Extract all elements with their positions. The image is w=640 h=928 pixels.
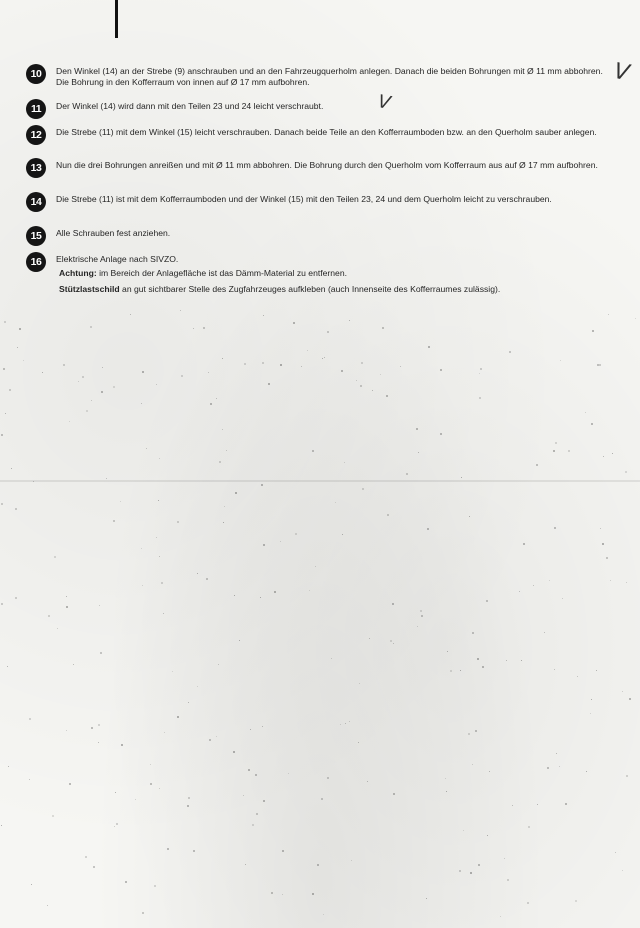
- paper-speck: [66, 606, 68, 608]
- step-number-badge: 11: [26, 99, 46, 119]
- paper-speck: [544, 632, 545, 633]
- paper-speck: [345, 723, 346, 724]
- paper-speck: [417, 626, 418, 627]
- paper-speck: [197, 686, 198, 687]
- paper-speck: [78, 381, 79, 382]
- paper-speck: [506, 660, 507, 661]
- paper-speck: [450, 670, 452, 672]
- paper-speck: [480, 368, 482, 370]
- paper-speck: [344, 462, 345, 463]
- step-13: [26, 160, 616, 178]
- paper-speck: [29, 718, 31, 720]
- achtung-label: Achtung:: [59, 268, 97, 278]
- paper-speck: [420, 610, 422, 612]
- paper-speck: [268, 383, 270, 385]
- paper-speck: [142, 585, 143, 586]
- step-15: [26, 228, 616, 246]
- paper-speck: [156, 537, 157, 538]
- paper-speck: [181, 375, 183, 377]
- paper-speck: [479, 397, 481, 399]
- step-12: [26, 127, 616, 145]
- paper-speck: [380, 374, 381, 375]
- paper-speck: [312, 450, 314, 452]
- paper-speck: [167, 848, 169, 850]
- paper-speck: [562, 598, 563, 599]
- paper-speck: [113, 520, 115, 522]
- step-14: [26, 194, 616, 212]
- paper-speck: [596, 670, 597, 671]
- paper-speck: [98, 742, 99, 743]
- paper-speck: [159, 556, 160, 557]
- paper-speck: [150, 764, 151, 765]
- paper-speck: [528, 826, 530, 828]
- paper-speck: [216, 736, 217, 737]
- paper-speck: [312, 893, 314, 895]
- paper-speck: [135, 799, 136, 800]
- paper-speck: [362, 488, 364, 490]
- paper-speck: [301, 366, 302, 367]
- paper-speck: [390, 640, 392, 642]
- paper-speck: [180, 310, 181, 311]
- paper-speck: [519, 591, 520, 592]
- paper-speck: [393, 793, 395, 795]
- paper-speck: [288, 773, 289, 774]
- paper-speck: [427, 528, 429, 530]
- paper-speck: [629, 698, 631, 700]
- paper-speck: [255, 774, 257, 776]
- step-text: Alle Schrauben fest anziehen.: [56, 228, 171, 238]
- paper-speck: [23, 360, 24, 361]
- paper-speck: [472, 632, 474, 634]
- paper-speck: [252, 824, 254, 826]
- paper-speck: [612, 453, 613, 454]
- paper-speck: [1, 434, 3, 436]
- paper-speck: [331, 658, 332, 659]
- pen-stroke-mark: [115, 0, 118, 38]
- paper-speck: [341, 370, 343, 372]
- paper-speck: [91, 400, 92, 401]
- paper-speck: [369, 638, 370, 639]
- paper-speck: [356, 380, 357, 381]
- paper-speck: [159, 788, 160, 789]
- paper-speck: [102, 367, 103, 368]
- paper-speck: [280, 541, 281, 542]
- paper-speck: [600, 528, 601, 529]
- paper-speck: [610, 580, 611, 581]
- paper-speck: [615, 852, 616, 853]
- paper-speck: [222, 429, 223, 430]
- paper-speck: [323, 914, 324, 915]
- paper-speck: [260, 597, 261, 598]
- paper-speck: [470, 872, 472, 874]
- paper-speck: [568, 450, 570, 452]
- paper-speck: [219, 461, 221, 463]
- paper-speck: [164, 732, 165, 733]
- paper-speck: [547, 767, 549, 769]
- paper-speck: [244, 363, 246, 365]
- paper-speck: [263, 800, 265, 802]
- paper-speck: [9, 389, 11, 391]
- paper-speck: [590, 713, 591, 714]
- paper-speck: [468, 733, 470, 735]
- paper-speck: [216, 398, 217, 399]
- paper-speck: [224, 506, 225, 507]
- paper-speck: [142, 371, 144, 373]
- paper-speck: [603, 456, 604, 457]
- paper-speck: [555, 442, 557, 444]
- paper-speck: [172, 671, 173, 672]
- paper-speck: [342, 534, 343, 535]
- paper-speck: [141, 403, 142, 404]
- paper-speck: [359, 683, 360, 684]
- paper-speck: [340, 724, 341, 725]
- paper-speck: [66, 596, 67, 597]
- paper-speck: [592, 330, 594, 332]
- paper-speck: [478, 864, 480, 866]
- step-text: Nun die drei Bohrungen anreißen und mit Ø 11 mm abbohren. Die Bohrung durch den Querholm vom Kofferraum aus auf Ø 17 mm aufbohren.: [56, 160, 598, 170]
- paper-speck: [250, 729, 251, 730]
- paper-speck: [7, 666, 8, 667]
- paper-speck: [193, 328, 194, 329]
- paper-speck: [386, 395, 388, 397]
- paper-speck: [527, 902, 529, 904]
- paper-speck: [233, 751, 235, 753]
- paper-speck: [349, 320, 350, 321]
- paper-speck: [113, 386, 115, 388]
- paper-speck: [69, 421, 70, 422]
- paper-speck: [188, 702, 189, 703]
- paper-speck: [125, 881, 127, 883]
- paper-speck: [130, 314, 131, 315]
- paper-speck: [327, 777, 329, 779]
- paper-speck: [560, 360, 561, 361]
- paper-speck: [387, 514, 389, 516]
- step-10: [26, 66, 616, 87]
- paper-speck: [4, 321, 6, 323]
- paper-speck: [536, 464, 538, 466]
- paper-speck: [154, 885, 156, 887]
- achtung-text: im Bereich der Anlagefläche ist das Dämm-Material zu entfernen.: [96, 268, 348, 278]
- paper-speck: [115, 792, 116, 793]
- paper-speck: [146, 448, 147, 449]
- paper-speck: [565, 803, 567, 805]
- paper-speck: [586, 771, 587, 772]
- step-number-badge: 13: [26, 158, 46, 178]
- paper-speck: [206, 578, 208, 580]
- step-number-badge: 14: [26, 192, 46, 212]
- paper-speck: [203, 327, 205, 329]
- paper-speck: [608, 314, 609, 315]
- paper-speck: [597, 364, 599, 366]
- paper-speck: [469, 516, 470, 517]
- paper-speck: [440, 369, 442, 371]
- paper-speck: [295, 533, 297, 535]
- paper-speck: [93, 866, 95, 868]
- paper-speck: [54, 556, 56, 558]
- paper-speck: [3, 368, 5, 370]
- paper-speck: [197, 573, 198, 574]
- paper-speck: [243, 795, 244, 796]
- paper-speck: [351, 860, 352, 861]
- stuetzlast-label: Stützlastschild: [59, 284, 120, 294]
- paper-speck: [226, 450, 227, 451]
- paper-speck: [360, 385, 362, 387]
- paper-speck: [554, 527, 556, 529]
- paper-speck: [177, 521, 179, 523]
- paper-speck: [475, 730, 477, 732]
- paper-speck: [537, 804, 538, 805]
- paper-speck: [349, 721, 350, 722]
- paper-speck: [262, 362, 264, 364]
- paper-speck: [622, 691, 623, 692]
- paper-speck: [1, 825, 2, 826]
- paper-speck: [460, 670, 461, 671]
- paper-speck: [553, 450, 555, 452]
- paper-speck: [322, 358, 323, 359]
- paper-speck: [1, 603, 3, 605]
- paper-speck: [82, 376, 84, 378]
- paper-speck: [479, 373, 480, 374]
- paper-speck: [142, 912, 144, 914]
- paper-speck: [361, 362, 363, 364]
- step-number-badge: 15: [26, 226, 46, 246]
- paper-speck: [73, 664, 74, 665]
- paper-fold-line: [0, 480, 640, 482]
- paper-speck: [393, 643, 394, 644]
- paper-speck: [591, 699, 592, 700]
- paper-speck: [317, 864, 319, 866]
- paper-speck: [106, 478, 107, 479]
- paper-speck: [193, 850, 195, 852]
- paper-speck: [209, 739, 211, 741]
- paper-speck: [533, 585, 534, 586]
- paper-speck: [585, 412, 586, 413]
- paper-speck: [472, 764, 473, 765]
- paper-speck: [416, 428, 418, 430]
- paper-speck: [556, 753, 557, 754]
- paper-speck: [280, 364, 282, 366]
- paper-speck: [98, 724, 100, 726]
- paper-speck: [177, 716, 179, 718]
- checkmark-icon: V: [376, 91, 393, 114]
- paper-speck: [335, 502, 336, 503]
- paper-speck: [293, 322, 295, 324]
- paper-speck: [507, 879, 509, 881]
- paper-speck: [577, 676, 578, 677]
- paper-speck: [114, 826, 115, 827]
- paper-speck: [440, 433, 442, 435]
- paper-speck: [234, 595, 235, 596]
- paper-speck: [261, 484, 263, 486]
- paper-speck: [262, 726, 263, 727]
- paper-speck: [5, 413, 6, 414]
- achtung-note: [59, 268, 619, 279]
- paper-speck: [602, 543, 604, 545]
- paper-speck: [91, 727, 93, 729]
- paper-speck: [101, 391, 103, 393]
- paper-speck: [116, 823, 118, 825]
- paper-speck: [141, 548, 142, 549]
- paper-speck: [161, 582, 163, 584]
- paper-speck: [554, 669, 555, 670]
- paper-speck: [263, 315, 264, 316]
- paper-speck: [11, 468, 12, 469]
- paper-speck: [606, 557, 608, 559]
- paper-speck: [210, 403, 212, 405]
- paper-speck: [625, 471, 627, 473]
- paper-speck: [321, 798, 323, 800]
- paper-speck: [487, 835, 488, 836]
- paper-speck: [42, 372, 43, 373]
- checkmark-icon: V: [611, 58, 632, 87]
- paper-speck: [15, 597, 17, 599]
- paper-speck: [218, 664, 219, 665]
- paper-speck: [150, 783, 152, 785]
- paper-speck: [69, 783, 71, 785]
- step-number-badge: 16: [26, 252, 46, 272]
- paper-speck: [282, 850, 284, 852]
- step-text: Den Winkel (14) an der Strebe (9) anschrauben und an den Fahrzeugquerholm anlegen. Danach die beiden Bohrungen mit Ø 11 mm abbohren. Die Bohrung in den Kofferraum von innen auf Ø 17 mm aufbohren.: [56, 66, 603, 87]
- paper-speck: [512, 805, 513, 806]
- paper-speck: [282, 894, 283, 895]
- paper-speck: [121, 744, 123, 746]
- paper-speck: [263, 544, 265, 546]
- paper-speck: [163, 613, 164, 614]
- paper-speck: [86, 410, 88, 412]
- paper-speck: [248, 769, 250, 771]
- paper-speck: [63, 364, 65, 366]
- paper-speck: [187, 805, 189, 807]
- paper-speck: [549, 580, 550, 581]
- paper-speck: [559, 766, 560, 767]
- paper-speck: [428, 346, 430, 348]
- paper-speck: [447, 651, 448, 652]
- step-text: Elektrische Anlage nach SIVZO.: [56, 254, 179, 264]
- step-number-badge: 10: [26, 64, 46, 84]
- paper-speck: [406, 473, 408, 475]
- paper-speck: [622, 870, 623, 871]
- paper-speck: [463, 830, 464, 831]
- paper-speck: [426, 898, 427, 899]
- step-text: Die Strebe (11) ist mit dem Kofferraumboden und der Winkel (15) mit den Teilen 23, 24 und dem Querholm leicht zu verschrauben.: [56, 194, 552, 204]
- paper-speck: [372, 390, 373, 391]
- paper-speck: [156, 384, 157, 385]
- paper-speck: [591, 423, 593, 425]
- paper-speck: [235, 492, 237, 494]
- paper-speck: [523, 543, 525, 545]
- stuetzlast-text: an gut sichtbarer Stelle des Zugfahrzeuges aufkleben (auch Innenseite des Kofferraumes zulässig).: [119, 284, 501, 294]
- paper-speck: [208, 372, 209, 373]
- paper-speck: [626, 582, 627, 583]
- step-text: Die Strebe (11) mit dem Winkel (15) leicht verschrauben. Danach beide Teile an den Kofferraumboden bzw. an den Querholm sauber anlegen.: [56, 127, 597, 137]
- paper-speck: [57, 628, 58, 629]
- paper-speck: [309, 590, 310, 591]
- paper-speck: [358, 742, 359, 743]
- paper-speck: [8, 766, 9, 767]
- paper-speck: [188, 797, 190, 799]
- paper-speck: [159, 458, 160, 459]
- paper-speck: [324, 357, 325, 358]
- paper-speck: [90, 326, 92, 328]
- paper-speck: [1, 503, 3, 505]
- paper-speck: [99, 605, 100, 606]
- paper-speck: [486, 600, 488, 602]
- paper-speck: [521, 660, 522, 661]
- paper-speck: [382, 327, 384, 329]
- paper-speck: [482, 666, 484, 668]
- paper-speck: [17, 347, 18, 348]
- paper-speck: [509, 351, 511, 353]
- paper-speck: [327, 331, 329, 333]
- paper-speck: [477, 658, 479, 660]
- paper-speck: [66, 730, 67, 731]
- paper-speck: [222, 358, 223, 359]
- paper-speck: [85, 856, 87, 858]
- paper-speck: [489, 771, 490, 772]
- paper-speck: [239, 640, 240, 641]
- paper-speck: [500, 916, 501, 917]
- paper-speck: [400, 366, 401, 367]
- paper-speck: [315, 566, 316, 567]
- paper-speck: [19, 328, 21, 330]
- step-11: [26, 101, 616, 119]
- paper-speck: [271, 892, 273, 894]
- paper-speck: [29, 779, 30, 780]
- paper-speck: [599, 364, 601, 366]
- paper-speck: [31, 884, 32, 885]
- paper-speck: [52, 815, 54, 817]
- paper-speck: [635, 318, 636, 319]
- step-number-badge: 12: [26, 125, 46, 145]
- step-text: Der Winkel (14) wird dann mit den Teilen 23 und 24 leicht verschraubt.: [56, 101, 324, 111]
- paper-speck: [446, 791, 447, 792]
- paper-speck: [626, 775, 628, 777]
- paper-speck: [48, 615, 50, 617]
- paper-speck: [158, 500, 159, 501]
- paper-speck: [223, 522, 224, 523]
- paper-speck: [445, 778, 446, 779]
- paper-speck: [459, 870, 461, 872]
- paper-speck: [47, 905, 48, 906]
- paper-speck: [245, 864, 246, 865]
- paper-speck: [392, 603, 394, 605]
- paper-speck: [504, 858, 505, 859]
- paper-speck: [418, 452, 419, 453]
- paper-speck: [274, 591, 276, 593]
- paper-speck: [120, 501, 121, 502]
- paper-speck: [307, 350, 308, 351]
- paper-speck: [100, 652, 102, 654]
- paper-speck: [33, 481, 34, 482]
- paper-speck: [575, 900, 577, 902]
- paper-speck: [15, 508, 17, 510]
- paper-speck: [256, 813, 258, 815]
- paper-speck: [461, 477, 462, 478]
- stuetzlast-note: [59, 284, 619, 295]
- paper-speck: [421, 615, 423, 617]
- paper-speck: [367, 781, 368, 782]
